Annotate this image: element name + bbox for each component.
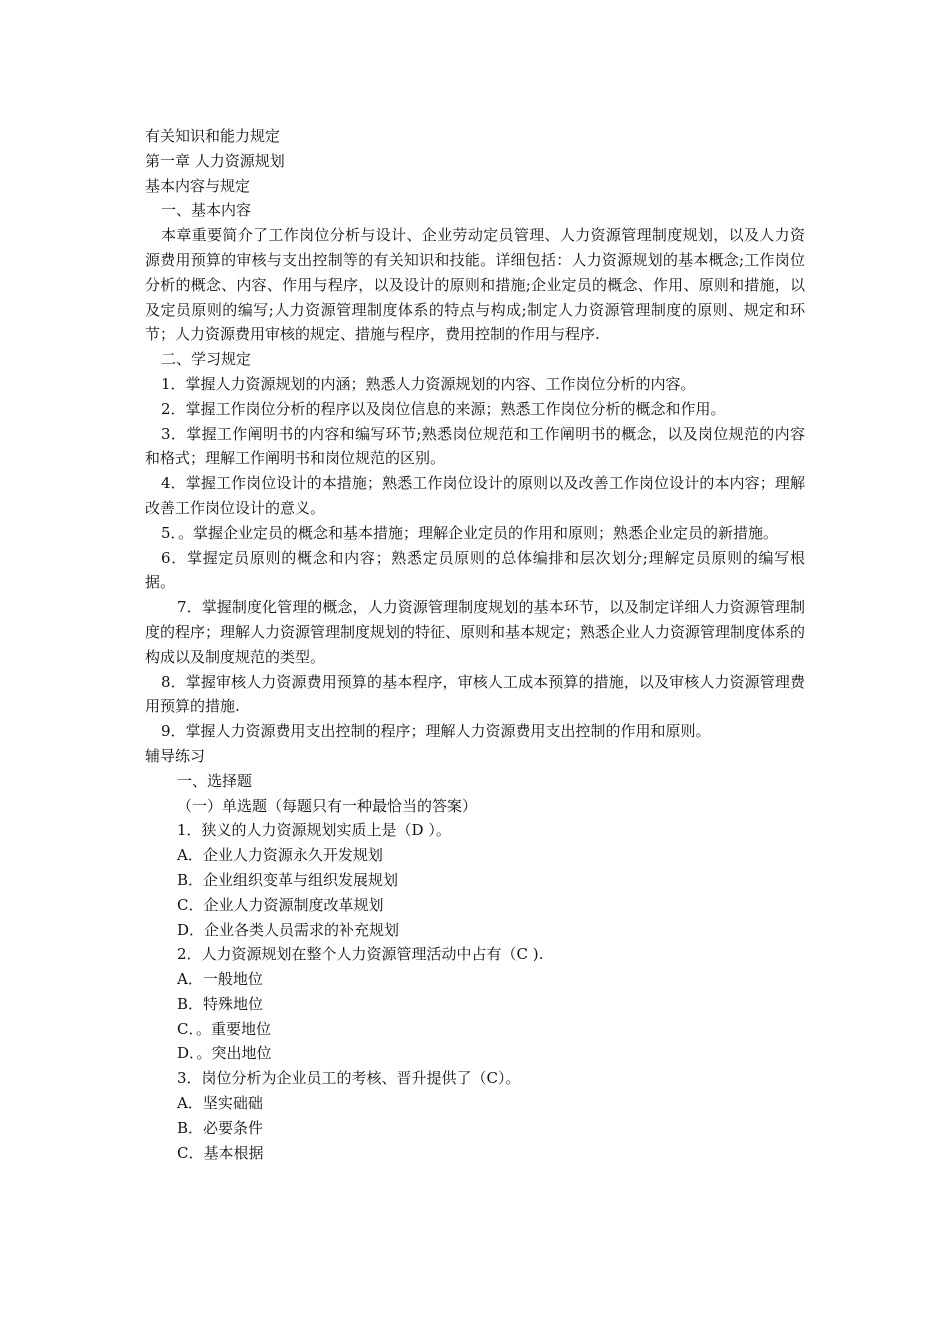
answer-option: C．基本根据 bbox=[177, 1143, 264, 1162]
question-text: 3．岗位分析为企业员工的考核、晋升提供了（C）。 bbox=[177, 1069, 521, 1088]
answer-option: D．。突出地位 bbox=[177, 1044, 272, 1063]
basic-content-paragraph: 本章重要简介了工作岗位分析与设计、企业劳动定员管理、人力资源管理制度规划，以及人力资源费用预算的审核与支出控制等的有关知识和技能。详细包括：人力资源规划的基本概念;工作岗位分析的概念、内容、作用与程序，以及设计的原则和措施;企业定员的概念、作用、原则和措施，以及定员原则的编写;人力资源管理制度体系的特点与构成;制定人力资源管理制度的原则、规定和环节；人力资源费用审核的规定、措施与程序，费用控制的作用与程序. bbox=[145, 226, 805, 344]
answer-option: A．坚实础础 bbox=[177, 1094, 263, 1113]
requirement-item: 7．掌握制度化管理的概念，人力资源管理制度规划的基本环节，以及制定详细人力资源管理制度的程序；理解人力资源管理制度规划的特征、原则和基本规定；熟悉企业人力资源管理制度体系的构成以及制度规范的类型。 bbox=[145, 598, 806, 666]
answer-option: D．企业各类人员需求的补充规划 bbox=[177, 920, 400, 939]
choice-questions-heading: 一、选择题 bbox=[177, 771, 253, 790]
answer-option: A．企业人力资源永久开发规划 bbox=[177, 846, 383, 865]
requirement-item: 1．掌握人力资源规划的内涵；熟悉人力资源规划的内容、工作岗位分析的内容。 bbox=[161, 374, 696, 393]
answer-option: C．企业人力资源制度改革规划 bbox=[177, 895, 384, 914]
requirement-item: 2．掌握工作岗位分析的程序以及岗位信息的来源；熟悉工作岗位分析的概念和作用。 bbox=[161, 399, 726, 418]
document-body bbox=[145, 124, 805, 1165]
chapter-title: 第一章 人力资源规划 bbox=[145, 151, 285, 170]
requirement-item: 9．掌握人力资源费用支出控制的程序；理解人力资源费用支出控制的作用和原则。 bbox=[161, 722, 711, 741]
study-requirements-heading: 二、学习规定 bbox=[161, 350, 252, 369]
requirement-item: 6．掌握定员原则的概念和内容；熟悉定员原则的总体编排和层次划分;理解定员原则的编写根据。 bbox=[145, 548, 805, 592]
answer-option: C．。重要地位 bbox=[177, 1019, 271, 1038]
section-subtitle: 基本内容与规定 bbox=[145, 176, 251, 195]
requirement-item: 4．掌握工作岗位设计的本措施；熟悉工作岗位设计的原则以及改善工作岗位设计的本内容；理解改善工作岗位设计的意义。 bbox=[145, 474, 805, 517]
requirement-item: 5．。掌握企业定员的概念和基本措施；理解企业定员的作用和原则；熟悉企业定员的新措施。 bbox=[161, 523, 779, 542]
practice-title: 辅导练习 bbox=[145, 746, 206, 765]
document-title: 有关知识和能力规定 bbox=[145, 127, 281, 145]
answer-option: A．一般地位 bbox=[177, 970, 263, 989]
requirement-item: 3．掌握工作阐明书的内容和编写环节;熟悉岗位规范和工作阐明书的概念，以及岗位规范的内容和格式；理解工作阐明书和岗位规范的区别。 bbox=[145, 424, 805, 468]
question-text: 2．人力资源规划在整个人力资源管理活动中占有（C ). bbox=[177, 945, 544, 964]
answer-option: B．特殊地位 bbox=[177, 994, 264, 1013]
basic-content-heading: 一、基本内容 bbox=[161, 201, 252, 220]
single-choice-subheading: （一）单选题（每题只有一种最恰当的答案） bbox=[177, 796, 478, 815]
answer-option: B．企业组织变革与组织发展规划 bbox=[177, 870, 399, 889]
requirement-item: 8．掌握审核人力资源费用预算的基本程序，审核人工成本预算的措施，以及审核人力资源管理费用预算的措施. bbox=[145, 672, 805, 716]
question-text: 1．狭义的人力资源规划实质上是（D ）。 bbox=[177, 821, 451, 840]
answer-option: B．必要条件 bbox=[177, 1118, 264, 1137]
